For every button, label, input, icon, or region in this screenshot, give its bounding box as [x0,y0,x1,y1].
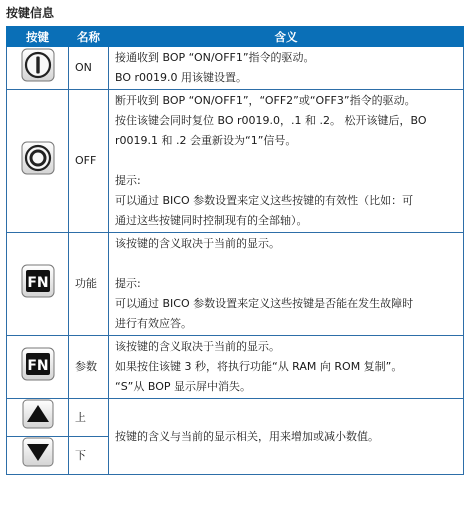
meaning-line: 进行有效应答。 [115,317,192,330]
svg-text:FN: FN [26,274,49,291]
power-off-icon [21,141,55,182]
table-row [7,233,464,336]
key-cell [7,47,69,90]
meaning-line: 可以通过 BICO 参数设置来定义这些按键是否能在发生故障时 [115,297,414,310]
key-name: ON [69,47,109,90]
svg-text:FN: FN [26,357,49,374]
key-cell [7,399,69,437]
table-header-row [7,27,464,47]
key-meaning: 按键的含义与当前的显示相关，用来增加或减小数值。 [109,399,464,475]
table-row [7,336,464,399]
key-cell [7,90,69,233]
header-meaning: 含义 [109,27,464,47]
meaning-line: 通过这些按键同时控制现有的全部轴）。 [115,214,308,227]
table-row [7,399,464,437]
key-name: 功能 [69,233,109,336]
key-info-table [6,26,464,475]
key-cell [7,336,69,399]
fn-key-icon [21,347,55,388]
meaning-line: “S”从 BOP 显示屏中消失。 [115,380,252,393]
key-name: 上 [69,399,109,437]
key-meaning [109,233,464,336]
meaning-line: 提示: [115,174,141,187]
meaning-line: 如果按住该键 3 秒，将执行功能“从 RAM 向 ROM 复制”。 [115,360,403,373]
header-name: 名称 [69,27,109,47]
header-key: 按键 [7,27,69,47]
key-cell [7,233,69,336]
key-meaning [109,336,464,399]
meaning-gap [115,254,458,274]
fn-key-icon [21,264,55,305]
arrow-up-icon [22,399,54,436]
meaning-line: 接通收到 BOP “ON/OFF1”指令的驱动。 [115,51,315,64]
table-row [7,90,464,233]
key-meaning [109,90,464,233]
key-cell [7,437,69,475]
meaning-line: r0019.1 和 .2 会重新设为“1”信号。 [115,134,297,147]
meaning-line: 该按键的含义取决于当前的显示。 [115,340,280,353]
meaning-line: 按住该键会同时复位 BO r0019.0，.1 和 .2。 松开该键后，BO [115,114,427,127]
meaning-line: 提示: [115,277,141,290]
key-meaning [109,47,464,90]
key-name: 参数 [69,336,109,399]
key-name: 下 [69,437,109,475]
arrow-down-icon [22,437,54,474]
meaning-line: 可以通过 BICO 参数设置来定义这些按键的有效性（比如：可 [115,194,414,207]
meaning-line: 断开收到 BOP “ON/OFF1”，“OFF2”或“OFF3”指令的驱动。 [115,94,416,107]
meaning-gap [115,151,458,171]
meaning-line: 该按键的含义取决于当前的显示。 [115,237,280,250]
table-row [7,47,464,90]
meaning-line: BO r0019.0 用该键设置。 [115,71,248,84]
page-title: 按键信息 [6,6,55,20]
power-on-icon [21,48,55,89]
key-name: OFF [69,90,109,233]
